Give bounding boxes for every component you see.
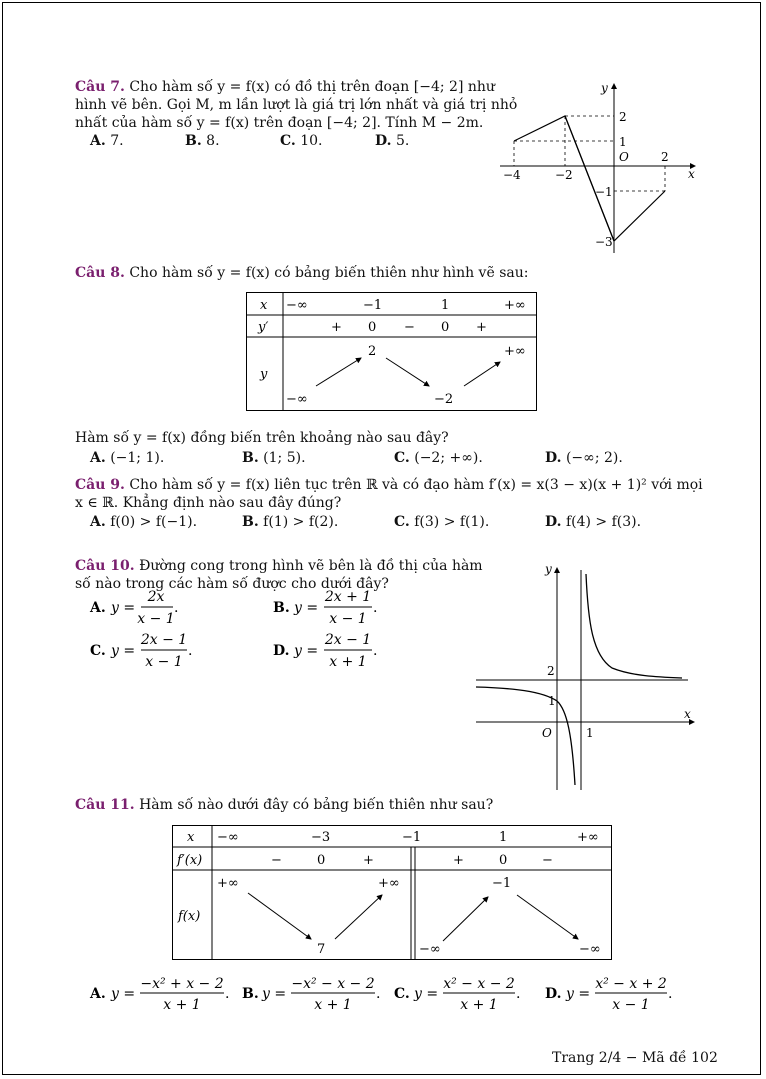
q8-option-d[interactable] <box>545 450 623 467</box>
option-text: f(3) > f(1). <box>414 514 490 530</box>
f-value: +∞ <box>217 876 239 891</box>
option-lhs: y = <box>294 600 319 616</box>
q7-option-b[interactable] <box>185 133 220 150</box>
option-key: D. <box>545 450 562 466</box>
q8-variation-table <box>246 292 538 414</box>
option-period: . <box>188 643 193 659</box>
numerator: 2x − 1 <box>324 632 372 648</box>
q8-option-a[interactable] <box>90 450 164 467</box>
option-lhs: y = <box>262 986 287 1002</box>
sign: − <box>542 853 553 868</box>
curve-right-branch <box>586 574 682 678</box>
q10-text-2: số nào trong các hàm số được cho dưới đây? <box>75 576 389 592</box>
option-period: . <box>376 986 381 1002</box>
q9-option-a[interactable] <box>90 514 197 531</box>
q11-variation-table <box>172 825 614 963</box>
q10-label: Câu 10. <box>75 558 135 574</box>
f-value: −1 <box>492 876 512 891</box>
option-text: f(1) > f(2). <box>263 514 339 530</box>
option-key: B. <box>185 133 202 149</box>
row-header-x: x <box>260 298 268 313</box>
arrow-down <box>517 895 578 939</box>
q10-line1 <box>75 558 483 575</box>
denominator: x − 1 <box>145 654 183 670</box>
q11-option-b[interactable] <box>242 976 380 1013</box>
q11-options <box>85 972 685 1016</box>
numerator: 2x − 1 <box>140 632 188 648</box>
option-key: D. <box>545 986 562 1002</box>
q8-text: Cho hàm số y = f(x) có bảng biến thiên như hình vẽ sau: <box>129 265 529 281</box>
q10-options <box>85 588 385 678</box>
q11-option-d[interactable] <box>545 976 672 1013</box>
q9-line1 <box>75 477 703 494</box>
row-header-y: y <box>260 367 268 382</box>
x-value: +∞ <box>577 830 599 845</box>
y-tick: 1 <box>619 135 627 149</box>
option-text: 7. <box>110 133 124 149</box>
option-text: 10. <box>300 133 323 149</box>
sign: + <box>331 320 342 335</box>
q7-option-a[interactable] <box>90 133 124 150</box>
numerator: x² − x − 2 <box>443 976 515 992</box>
x-value: −∞ <box>217 830 239 845</box>
option-key: D. <box>273 643 290 659</box>
numerator: 2x + 1 <box>324 589 372 605</box>
option-key: B. <box>242 514 259 530</box>
arrow-up <box>443 897 488 941</box>
q9-option-c[interactable] <box>394 514 489 531</box>
x-axis-label: x <box>684 707 691 721</box>
q9-option-d[interactable] <box>545 514 641 531</box>
arrow-up <box>464 362 500 386</box>
x-value: −3 <box>311 830 331 845</box>
denominator: x + 1 <box>314 997 352 1013</box>
y-axis-label: y <box>601 81 608 95</box>
option-key: B. <box>242 450 259 466</box>
x-value: 1 <box>499 830 508 845</box>
f-value: −∞ <box>579 942 601 957</box>
page-footer: Trang 2/4 − Mã đề 102 <box>552 1050 718 1066</box>
row-header-x: x <box>187 830 195 845</box>
x-tick: −4 <box>503 168 521 182</box>
denominator: x − 1 <box>612 997 650 1013</box>
q7-option-c[interactable] <box>280 133 323 150</box>
q9-label: Câu 9. <box>75 477 125 493</box>
numerator: −x² + x − 2 <box>140 976 224 992</box>
sign: 0 <box>499 853 508 868</box>
option-key: A. <box>90 514 106 530</box>
x-tick: −2 <box>555 168 573 182</box>
option-key: A. <box>90 133 106 149</box>
option-text: (−1; 1). <box>110 450 165 466</box>
option-key: A. <box>90 600 106 616</box>
y-value: 2 <box>368 344 377 359</box>
x-value: +∞ <box>504 298 526 313</box>
q7-text-3: nhất của hàm số y = f(x) trên đoạn [−4; 2]. Tính M − 2m. <box>75 115 484 131</box>
option-period: . <box>373 600 378 616</box>
option-text: f(4) > f(3). <box>565 514 642 530</box>
f-value: −∞ <box>419 942 441 957</box>
option-text: f(0) > f(−1). <box>110 514 198 530</box>
option-text: 5. <box>395 133 410 149</box>
arrow-down <box>248 893 311 939</box>
denominator: x − 1 <box>329 611 367 627</box>
row-header-yprime: y′ <box>258 320 269 335</box>
q10-option-b[interactable] <box>273 589 377 627</box>
option-text: (1; 5). <box>263 450 306 466</box>
y-tick: 2 <box>547 664 555 678</box>
arrow-up <box>335 895 382 939</box>
sign: 0 <box>368 320 377 335</box>
option-key: C. <box>394 986 410 1002</box>
y-value: +∞ <box>504 344 526 359</box>
denominator: x + 1 <box>329 654 367 670</box>
y-axis-label: y <box>545 562 552 576</box>
f-value: 7 <box>317 942 326 957</box>
q8-stem <box>75 265 528 282</box>
sign: + <box>453 853 464 868</box>
f-value: +∞ <box>378 876 400 891</box>
q7-text-2: hình vẽ bên. Gọi M, m lần lượt là giá trị lớn nhất và giá trị nhỏ <box>75 97 518 113</box>
arrow-down <box>386 358 429 386</box>
option-period: . <box>668 986 673 1002</box>
option-period: . <box>225 986 230 1002</box>
q7-option-d[interactable] <box>375 133 409 150</box>
q8-question: Hàm số y = f(x) đồng biến trên khoảng nào sau đây? <box>75 430 449 446</box>
q7-text-1: Cho hàm số y = f(x) có đồ thị trên đoạn [−4; 2] như <box>129 79 495 95</box>
sign: + <box>476 320 487 335</box>
q8-label: Câu 8. <box>75 265 125 281</box>
numerator: x² − x + 2 <box>595 976 667 992</box>
x-value: −∞ <box>286 298 308 313</box>
x-axis-label: x <box>688 167 695 181</box>
option-key: A. <box>90 450 106 466</box>
q11-option-c[interactable] <box>394 976 520 1013</box>
option-key: B. <box>242 986 259 1002</box>
option-lhs: y = <box>111 600 136 616</box>
row-header-f: f(x) <box>178 909 201 924</box>
q10-text-1: Đường cong trong hình vẽ bên là đồ thị của hàm <box>139 558 483 574</box>
option-lhs: y = <box>566 986 591 1002</box>
numerator: −x² − x − 2 <box>291 976 375 992</box>
option-period: . <box>516 986 521 1002</box>
option-key: D. <box>545 514 562 530</box>
sign: 0 <box>441 320 450 335</box>
q10-option-a[interactable] <box>89 589 178 627</box>
y-value: −∞ <box>286 392 308 407</box>
q9-option-b[interactable] <box>242 514 338 531</box>
x-tick: 2 <box>661 150 669 164</box>
option-key: A. <box>90 986 106 1002</box>
option-key: B. <box>273 600 290 616</box>
q10-option-d[interactable] <box>273 632 377 670</box>
option-lhs: y = <box>111 643 136 659</box>
y-tick: 2 <box>619 110 627 124</box>
q7-line1 <box>75 79 495 96</box>
option-text: 8. <box>206 133 220 149</box>
x-value: −1 <box>402 830 422 845</box>
q7-label: Câu 7. <box>75 79 125 95</box>
origin-label: O <box>619 150 629 164</box>
option-key: C. <box>280 133 296 149</box>
q11-stem <box>75 797 493 814</box>
row-header-fprime: f′(x) <box>177 853 203 868</box>
q7-graph <box>495 78 705 258</box>
curve-left-branch <box>476 687 575 785</box>
x-tick: 1 <box>586 726 594 740</box>
sign: 0 <box>317 853 326 868</box>
sign: − <box>404 320 415 335</box>
q9-text-1: Cho hàm số y = f(x) liên tục trên ℝ và có đạo hàm f′(x) = x(3 − x)(x + 1)² với mọi <box>129 477 703 493</box>
sign: − <box>271 853 282 868</box>
option-lhs: y = <box>414 986 439 1002</box>
option-key: C. <box>90 643 106 659</box>
numerator: 2x <box>147 589 165 605</box>
q11-label: Câu 11. <box>75 797 135 813</box>
option-text: (−∞; 2). <box>565 450 623 466</box>
y-tick: −3 <box>595 235 613 249</box>
option-key: C. <box>394 450 410 466</box>
arrow-up <box>316 358 361 386</box>
q9-text-2: x ∈ ℝ. Khẳng định nào sau đây đúng? <box>75 495 342 511</box>
option-key: C. <box>394 514 410 530</box>
q10-option-c[interactable] <box>90 632 192 670</box>
option-lhs: y = <box>111 986 136 1002</box>
q11-option-a[interactable] <box>89 976 229 1013</box>
q8-option-c[interactable] <box>394 450 483 467</box>
q10-graph <box>472 560 702 792</box>
q8-option-b[interactable] <box>242 450 306 467</box>
x-value: 1 <box>441 298 450 313</box>
option-key: D. <box>375 133 392 149</box>
option-period: . <box>174 600 179 616</box>
y-tick: 1 <box>548 694 556 708</box>
denominator: x − 1 <box>137 611 175 627</box>
origin-label: O <box>542 726 552 740</box>
y-tick: −1 <box>595 185 613 199</box>
option-text: (−2; +∞). <box>414 450 483 466</box>
option-period: . <box>373 643 378 659</box>
option-lhs: y = <box>294 643 319 659</box>
sign: + <box>363 853 374 868</box>
q11-text: Hàm số nào dưới đây có bảng biến thiên như sau? <box>139 797 494 813</box>
denominator: x + 1 <box>460 997 498 1013</box>
x-value: −1 <box>363 298 383 313</box>
y-value: −2 <box>434 392 454 407</box>
denominator: x + 1 <box>163 997 201 1013</box>
